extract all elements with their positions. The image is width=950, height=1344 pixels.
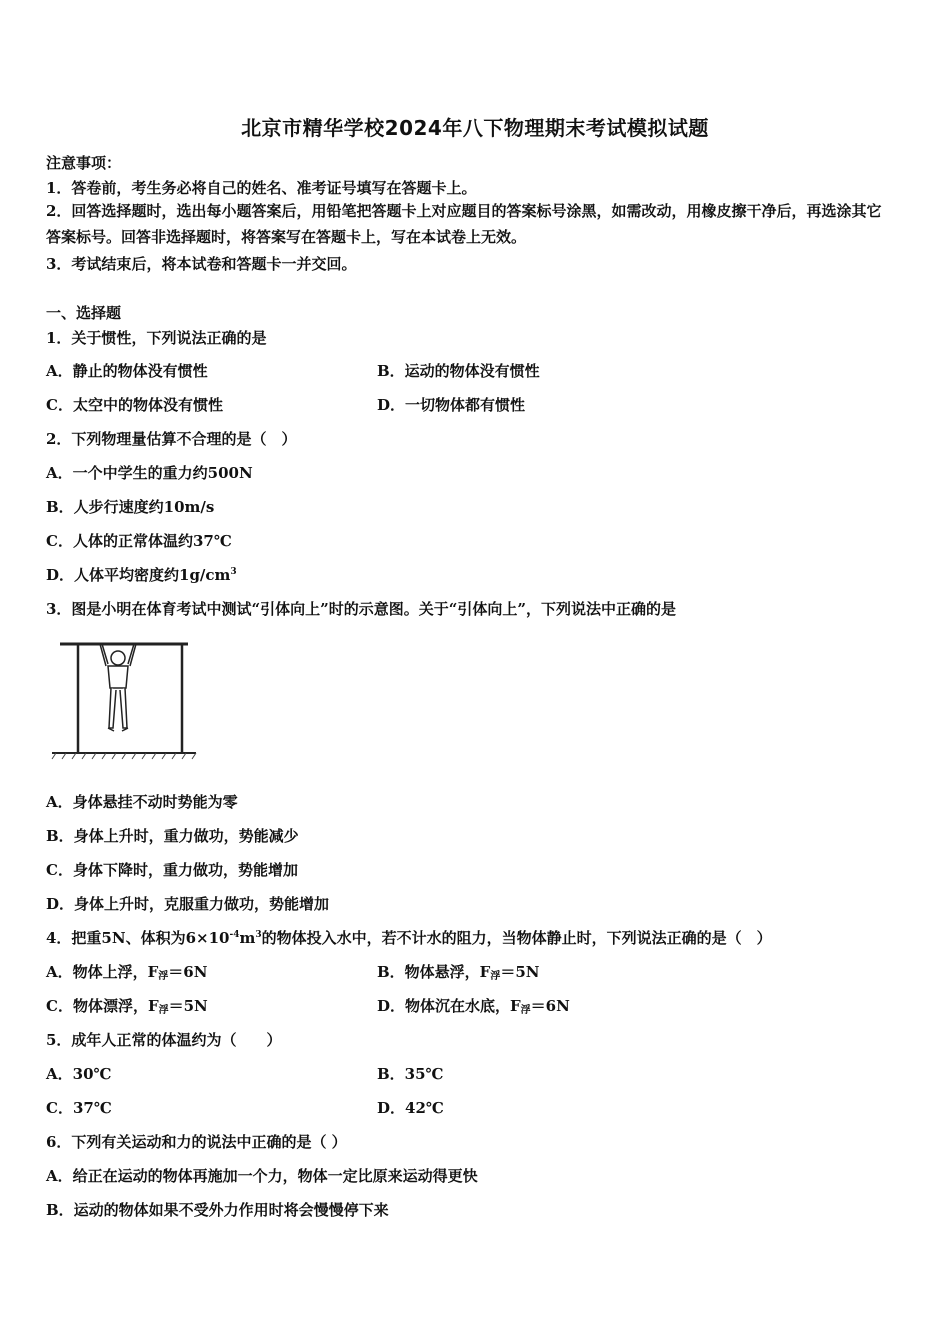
q4-option-d-value: ＝6N: [530, 997, 570, 1015]
q4-option-d-sub: 浮: [520, 1005, 531, 1016]
q5-option-c: C．37℃: [46, 1099, 112, 1117]
q4-option-c-sub: 浮: [158, 1005, 169, 1016]
q1-option-c: C．太空中的物体没有惯性: [46, 396, 223, 414]
q6-stem: 6．下列有关运动和力的说法中正确的是（ ）: [46, 1133, 347, 1151]
notes-heading: 注意事项：: [46, 154, 122, 172]
q3-option-b: B．身体上升时，重力做功，势能减少: [46, 827, 299, 845]
q4-option-a-sub: 浮: [158, 971, 169, 982]
q4-option-b: [377, 961, 540, 982]
q4-stem-text-1: 4．把重5N、体积为6×10: [46, 929, 230, 947]
note-item-2: 2．回答选择题时，选出每小题答案后，用铅笔把答题卡上对应题目的答案标号涂黑，如需改动，用橡皮擦干净后，再选涂其它答案标号。回答非选择题时，将答案写在答题卡上，写在本试卷上无效。: [46, 202, 882, 246]
q2-stem: 2．下列物理量估算不合理的是（ ）: [46, 430, 297, 448]
q1-stem: 1．关于惯性，下列说法正确的是: [46, 329, 267, 347]
q5-stem: 5．成年人正常的体温约为（ ）: [46, 1031, 282, 1049]
q6-option-b: B．运动的物体如果不受外力作用时将会慢慢停下来: [46, 1201, 389, 1219]
q2-option-c: C．人体的正常体温约37℃: [46, 532, 232, 550]
q3-option-d: D．身体上升时，克服重力做功，势能增加: [46, 895, 330, 913]
q4-stem-text-3: 的物体投入水中，若不计水的阻力，当物体静止时，下列说法正确的是（ ）: [261, 929, 772, 947]
q5-option-d: D．42℃: [377, 1099, 444, 1117]
q4-option-c-text: C．物体漂浮，F: [46, 997, 159, 1015]
q5-option-a: A．30℃: [46, 1065, 112, 1083]
q4-option-a-value: ＝6N: [168, 963, 208, 981]
q4-option-c: [46, 995, 208, 1016]
q2-option-d-text: D．人体平均密度约1g/cm: [46, 566, 231, 584]
q5-option-b: B．35℃: [377, 1065, 444, 1083]
q2-option-d: [46, 564, 237, 585]
q4-stem-sup-1: -4: [229, 930, 240, 940]
section-heading: 一、选择题: [46, 304, 122, 322]
q1-option-a: A．静止的物体没有惯性: [46, 362, 208, 380]
q4-option-b-text: B．物体悬浮，F: [377, 963, 491, 981]
q4-option-b-sub: 浮: [490, 971, 501, 982]
pull-up-figure: [46, 632, 206, 762]
q2-option-b: B．人步行速度约10m/s: [46, 498, 215, 516]
q3-option-a: A．身体悬挂不动时势能为零: [46, 793, 238, 811]
q4-stem-text-2: m: [239, 929, 256, 947]
q4-stem-sup-2: 3: [255, 930, 262, 940]
page-title: 北京市精华学校2024年八下物理期末考试模拟试题: [241, 116, 709, 140]
q1-option-d: D．一切物体都有惯性: [377, 396, 526, 414]
q4-option-b-value: ＝5N: [500, 963, 540, 981]
note-item-1: 1．答卷前，考生务必将自己的姓名、准考证号填写在答题卡上。: [46, 179, 477, 197]
q3-option-c: C．身体下降时，重力做功，势能增加: [46, 861, 298, 879]
q4-option-d-text: D．物体沉在水底，F: [377, 997, 521, 1015]
q2-option-d-sup: 3: [230, 567, 237, 577]
q4-option-d: [377, 995, 570, 1016]
note-item-3: 3．考试结束后，将本试卷和答题卡一并交回。: [46, 255, 357, 273]
q3-stem: 3．图是小明在体育考试中测试“引体向上”时的示意图。关于“引体向上”，下列说法中正确的是: [46, 600, 676, 618]
q1-option-b: B．运动的物体没有惯性: [377, 362, 540, 380]
q6-option-a: A．给正在运动的物体再施加一个力，物体一定比原来运动得更快: [46, 1167, 478, 1185]
q2-option-a: A．一个中学生的重力约500N: [46, 464, 253, 482]
q4-stem: [46, 927, 772, 948]
q4-option-c-value: ＝5N: [168, 997, 208, 1015]
q4-option-a-text: A．物体上浮，F: [46, 963, 159, 981]
person-figure: [100, 644, 136, 731]
q4-option-a: [46, 961, 207, 982]
